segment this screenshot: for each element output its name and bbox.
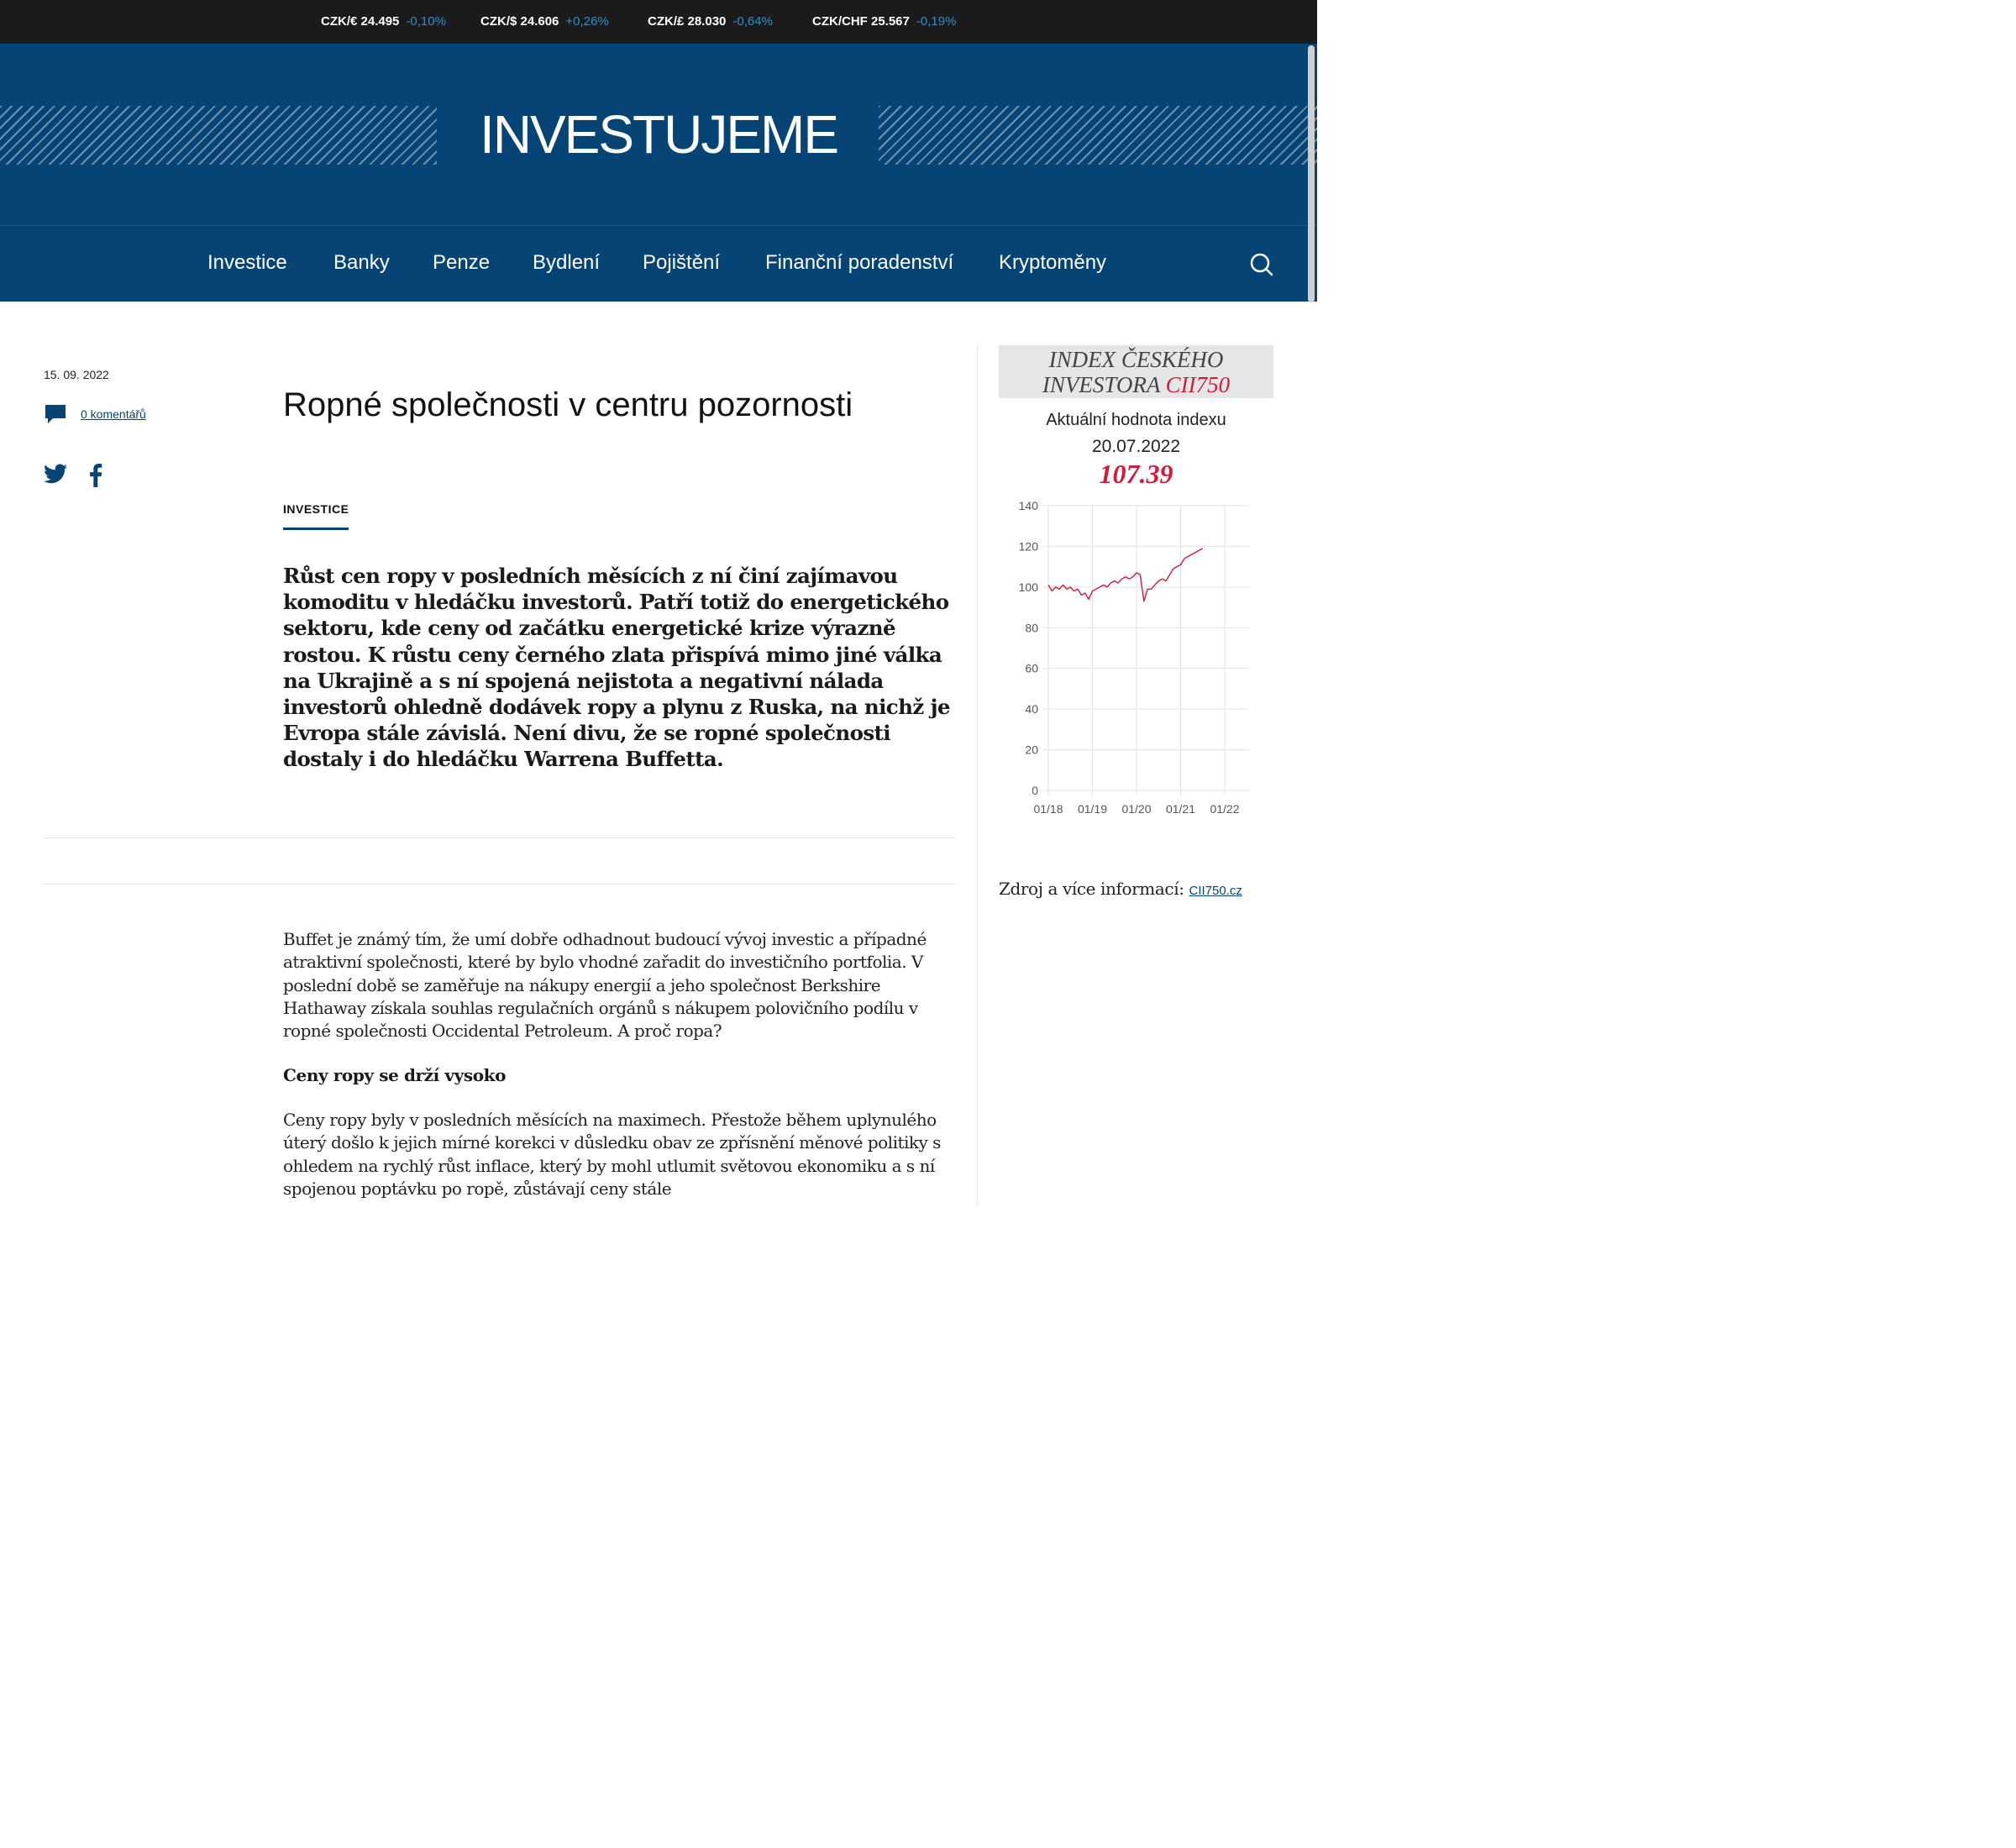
index-date: 20.07.2022 [1091,437,1181,456]
search-button[interactable] [1248,251,1275,278]
ticker-change: -0,19% [916,14,957,29]
index-code: CII750 [1165,372,1231,397]
nav-item-financni-poradenstvi[interactable]: Finanční poradenství [765,251,954,274]
page-scrollbar[interactable] [1308,45,1315,302]
index-title-text: INVESTORA [1042,372,1160,397]
ticker-change: +0,26% [565,14,609,29]
ticker-pair: CZK/£ 28.030 [648,14,727,29]
source-link[interactable]: CII750.cz [1189,884,1242,898]
article-category-tag[interactable]: INVESTICE [283,502,349,530]
x-tick-label: 01/21 [1165,802,1196,816]
article-subheading: Ceny ropy se drží vysoko [283,1065,507,1085]
ticker-change: -0,10% [406,14,446,29]
nav-item-penze[interactable]: Penze [433,251,491,274]
sidebar-divider [977,344,978,1207]
masthead [0,44,1317,225]
divider [44,837,955,838]
divider [44,884,955,885]
x-tick-label: 01/18 [1033,802,1063,816]
ticker-pair: CZK/CHF 25.567 [812,14,910,29]
nav-item-pojisteni[interactable]: Pojištění [643,251,721,274]
y-tick-label: 80 [1025,621,1038,635]
index-source [999,879,1242,899]
main-navigation [0,225,1317,302]
article-title: Ropné společnosti v centru pozornosti [283,386,853,423]
article-perex: Růst cen ropy v posledních měsících z ní činí zajímavou komoditu v hledáčku investorů. Patří totiž do energetického sektoru, kde ceny od začátku energetické krize výrazně rostou. K růstu ceny černého zlata přispívá mimo jiné válka na Ukrajině a s ní spojená nejistota a negativní nálada investorů ohledně dodávek ropy a plynu z Ruska, na nichž je Evropa stále závislá. Není divu, že se ropné společnosti dostaly i do hledáčku Warrena Buffetta. [283,564,950,772]
decorative-stripes-left [0,106,437,165]
article-date: 15. 09. 2022 [44,368,109,381]
nav-item-kryptomeny[interactable]: Kryptoměny [999,251,1107,274]
source-label: Zdroj a více informací: [999,879,1184,899]
y-tick-label: 60 [1025,661,1038,675]
x-tick-label: 01/22 [1210,802,1240,816]
social-share [44,464,102,487]
search-icon [1248,251,1275,278]
series-line [1048,549,1203,601]
ticker-change: -0,64% [732,14,773,29]
y-tick-label: 100 [1018,580,1038,594]
ticker-item-usd [480,14,609,29]
index-title-line-1: INDEX ČESKÉHO [1048,347,1224,372]
comment-icon [44,403,67,425]
y-tick-label: 120 [1018,539,1038,554]
currency-ticker [0,0,1317,44]
y-tick-label: 40 [1025,702,1038,717]
decorative-stripes-right [879,106,1317,165]
ticker-pair: CZK/€ 24.495 [321,14,400,29]
nav-item-investice[interactable]: Investice [207,251,287,274]
index-value: 107.39 [1099,459,1173,489]
article-paragraph: Ceny ropy byly v posledních měsících na maximech. Přestože během uplynulého úterý došlo k jejich mírné korekci v důsledku obav ze zpřísnění měnové politiky s ohledem na rychlý růst inflace, který by mohl utlumit světovou ekonomiku a s ní spojenou poptávku po ropě, zůstávají ceny stále [283,1110,941,1199]
y-tick-label: 140 [1018,499,1038,512]
twitter-icon[interactable] [44,464,67,484]
ticker-item-chf [812,14,956,29]
article-paragraph: Buffet je známý tím, že umí dobře odhadnout budoucí vývoj investic a případné atraktivní společnosti, které by bylo vhodné zařadit do investičního portfolia. V poslední době se zaměřuje na nákupy energií a jeho společnost Berkshire Hathaway získala souhlas regulačních orgánů s nákupem polovičního podílu v ropné společnosti Occidental Petroleum. A proč ropa? [283,929,927,1042]
nav-item-banky[interactable]: Banky [333,251,390,274]
y-tick-label: 0 [1032,784,1038,797]
index-title-box [999,345,1273,398]
x-tick-label: 01/20 [1121,802,1152,816]
index-title-line-2 [999,372,1273,397]
nav-item-bydleni[interactable]: Bydlení [533,251,601,274]
y-tick-label: 20 [1025,743,1038,757]
index-current-label: Aktuální hodnota indexu [1046,411,1226,429]
ticker-item-eur [321,14,446,29]
site-logo[interactable]: INVESTUJEME [479,104,838,165]
index-chart [999,494,1259,826]
facebook-icon[interactable] [89,464,102,487]
ticker-pair: CZK/$ 24.606 [480,14,559,29]
ticker-item-gbp [648,14,773,29]
comments-link[interactable]: 0 komentářů [81,407,146,421]
x-tick-label: 01/19 [1077,802,1108,816]
comments-link-group [44,403,146,425]
